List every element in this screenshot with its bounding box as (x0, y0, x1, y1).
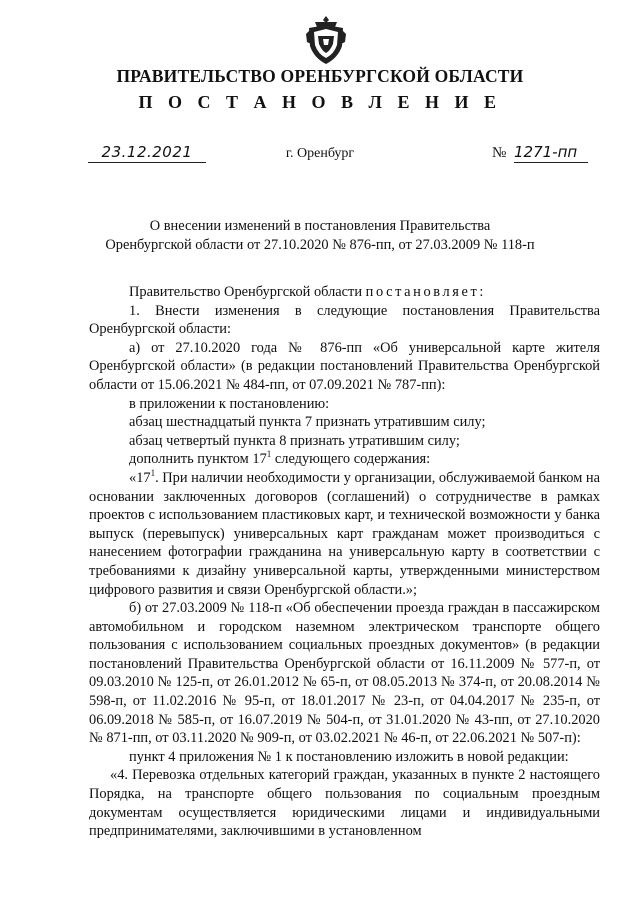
document-city: г. Оренбург (285, 146, 355, 161)
coat-of-arms-icon (305, 14, 347, 66)
document-body (89, 283, 600, 841)
document-subject (0, 217, 640, 255)
body-paragraph: абзац четвертый пункта 8 признать утратившим силу; (129, 432, 460, 449)
number-label: № (492, 145, 507, 161)
subject-line: О внесении изменений в постановления Правительства (149, 218, 491, 234)
document-date: 23.12.2021 (88, 143, 206, 163)
body-paragraph (89, 283, 600, 302)
paragraph-text: «17 (129, 469, 151, 486)
paragraph-text: дополнить пунктом 17 (129, 451, 267, 468)
paragraph-text: . При наличии необходимости у организации, обслуживаемой банком на основании заключенных договоров (соглашений) о сотрудничестве в рамках проектов с использованием пластиковых карт, и технической возможности у банка выпуск (перевыпуск) универсальных карт гражданам может производиться с нанесением фотографии гражданина на универсальную карту в соответствии с требованиями к дизайну универсальной карты, утвержденными министерством цифрового развития и связи Оренбургской области.»; (89, 469, 601, 598)
body-paragraph: б) от 27.03.2009 № 118-п «Об обеспечении проезда граждан в пассажирском автомобильном и городском наземном электрическом транспорте общего пользования с использованием социальных проездных документов» (в редакции постановлений Правительства Оренбургской области от 16.11.2009 № 577-п, от 09.03.2010 № 125-п, от 26.01.2012 № 65-п, от 08.05.2013 № 374-п, от 20.08.2014 № 598-п, от 11.02.2016 № 95-п, от 18.01.2017 № 23-п, от 04.04.2017 № 235-п, от 06.09.2018 № 585-п, от 16.07.2019 № 504-п, от 31.01.2020 № 43-пп, от 27.10.2020 № 871-пп, от 03.11.2020 № 909-п, от 03.02.2021 № 46-п, от 22.06.2021 № 507-п): (89, 600, 600, 747)
body-paragraph: «4. Перевозка отдельных категорий граждан, указанных в пункте 2 настоящего Порядка, на транспорте общего пользования по социальным проездным документам осуществляется юридическими лицами и индивидуальными предпринимателями, заключившими в установленном (89, 767, 600, 840)
superscript: 1 (266, 449, 272, 460)
body-paragraph: абзац шестнадцатый пункта 7 признать утратившим силу; (129, 414, 486, 431)
body-paragraph (89, 469, 600, 599)
body-paragraph (89, 450, 600, 469)
subject-line: Оренбургской области от 27.10.2020 № 876-пп, от 27.03.2009 № 118-п (105, 237, 535, 253)
document-meta (0, 143, 640, 169)
body-paragraph: а) от 27.10.2020 года № 876-пп «Об универсальной карте жителя Оренбургской области» (в редакции постановлений Правительства Оренбургской области от 15.06.2021 № 484-пп, от 07.09.2021 № 787-пп): (89, 339, 600, 393)
superscript: 1 (150, 468, 156, 479)
body-paragraph: 1. Внести изменения в следующие постановления Правительства Оренбургской области: (89, 302, 600, 338)
paragraph-text: следующего содержания: (271, 451, 431, 468)
intro-text: Правительство Оренбургской области (129, 284, 363, 300)
government-title: ПРАВИТЕЛЬСТВО ОРЕНБУРГСКОЙ ОБЛАСТИ (116, 66, 524, 86)
body-paragraph: пункт 4 приложения № 1 к постановлению изложить в новой редакции: (129, 748, 569, 765)
document-number: 1271-пп (514, 143, 588, 163)
document-kind: П О С Т А Н О В Л Е Н И Е (138, 92, 502, 112)
intro-decree: постановляет: (365, 284, 486, 300)
body-paragraph: в приложении к постановлению: (129, 395, 330, 412)
